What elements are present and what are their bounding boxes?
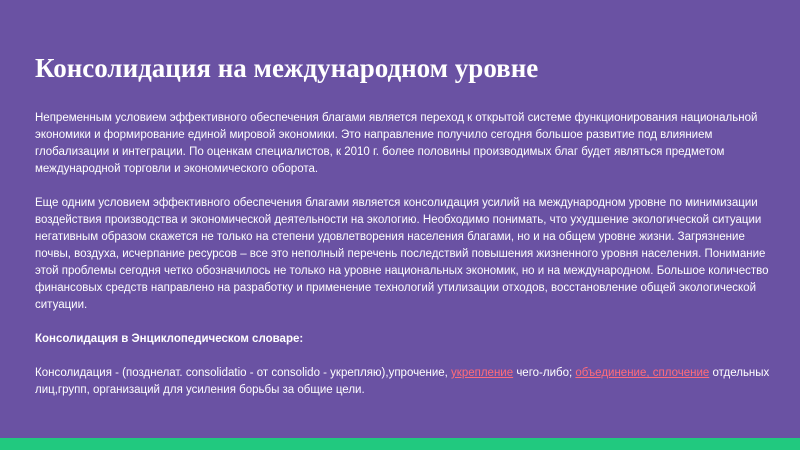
definition-suffix: отдельных лиц,групп, организаций для усиления борьбы за общие цели. xyxy=(35,367,770,396)
dictionary-heading: Консолидация в Энциклопедическом словаре: xyxy=(35,333,304,345)
bottom-accent-bar xyxy=(0,438,800,450)
definition-paragraph xyxy=(35,365,780,399)
paragraph-ecology: Еще одним условием эффективного обеспечения благами является консолидация усилий на международном уровне по минимизации воздействия производства и экономической деятельности на экологию. Необходимо понимать, что ухудшение экологической ситуации негативным образом скажется не только на степени удовлетворения населения благами, но и на общем уровне жизни. Загрязнение почвы, воздуха, исчерпание ресурсов – все это неполный перечень последствий повышения жизненного уровня населения. Понимание этой проблемы сегодня четко обозначилось не только на уровне национальных экономик, но и на международном. Большое количество финансовых средств направлено на разработку и применение технологий утилизации отходов, восстановление общей экологической ситуации. xyxy=(35,197,769,311)
definition-prefix: Консолидация - (позднелат. consolidatio - от consolido - укрепляю),упрочение, xyxy=(35,367,452,379)
definition-middle: чего-либо; xyxy=(513,367,576,379)
link-obedinenie-splochenie[interactable]: объединение, сплочение xyxy=(575,367,710,379)
link-ukreplenie[interactable]: укрепление xyxy=(451,367,514,379)
slide-title: Консолидация на международном уровне xyxy=(35,53,539,83)
slide-body xyxy=(35,110,780,399)
paragraph-globalization: Непременным условием эффективного обеспечения благами является переход к открытой системе функционирования национальной экономики и формирование единой мировой экономики. Это направление получило сегодня большое развитие под влиянием глобализации и интеграции. По оценкам специалистов, к 2010 г. более половины производимых благ будет являться предметом международной торговли и экономического оборота. xyxy=(35,112,758,175)
